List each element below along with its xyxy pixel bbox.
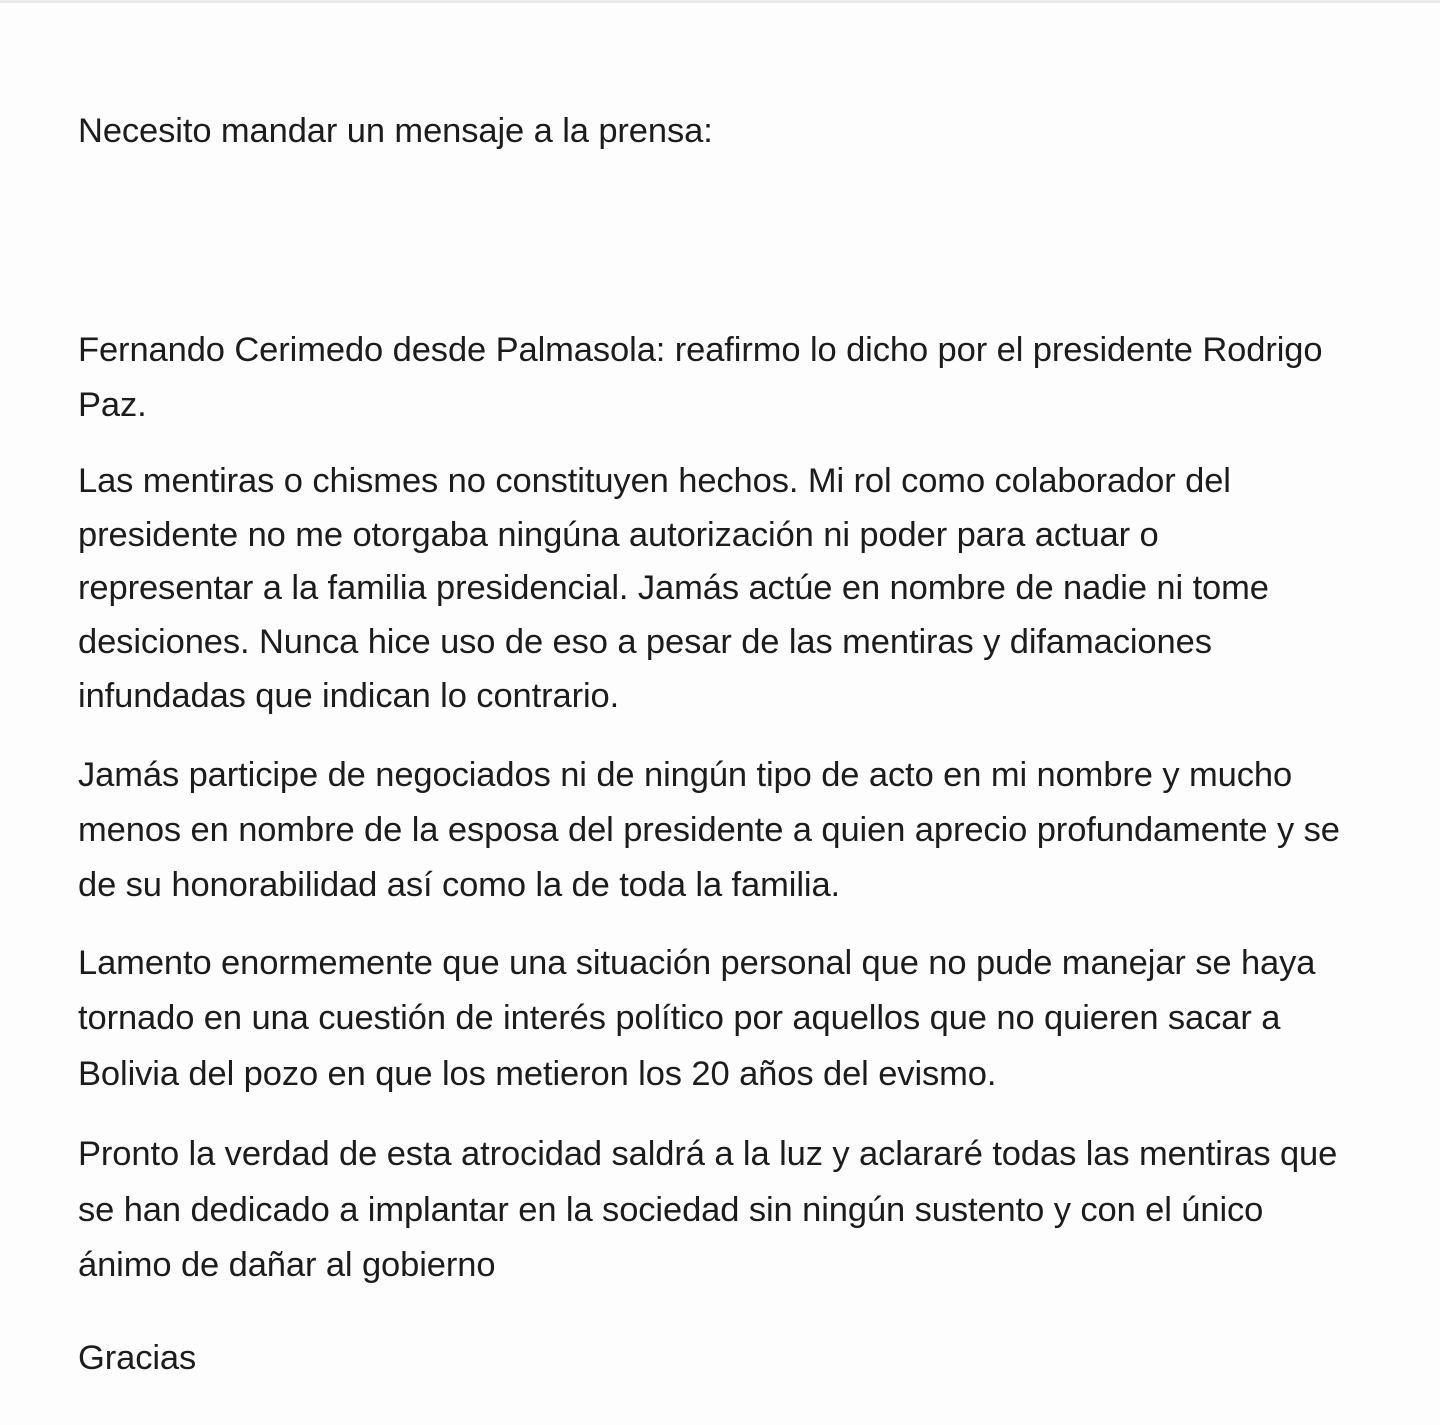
paragraph-line: de su honorabilidad así como la de toda la familia. [78,866,841,904]
paragraph-line: Pronto la verdad de esta atrocidad saldrá a la luz y aclararé todas las mentiras que [78,1135,1338,1173]
intro-line: Necesito mandar un mensaje a la prensa: [78,112,713,150]
paragraph-line: ánimo de dañar al gobierno [78,1246,496,1284]
paragraph-line: Jamás participe de negociados ni de ningún tipo de acto en mi nombre y mucho [78,756,1293,794]
paragraph-line: presidente no me otorgaba ningúna autorización ni poder para actuar o [78,516,1159,554]
paragraph-line: desiciones. Nunca hice uso de eso a pesar de las mentiras y difamaciones [78,623,1212,661]
paragraph-line: Bolivia del pozo en que los metieron los 20 años del evismo. [78,1055,997,1093]
paragraph-line: se han dedicado a implantar en la sociedad sin ningún sustento y con el único [78,1191,1264,1229]
paragraph-line: tornado en una cuestión de interés político por aquellos que no quieren sacar a [78,999,1281,1037]
paragraph-line: Las mentiras o chismes no constituyen hechos. Mi rol como colaborador del [78,462,1231,500]
paragraph-line: Paz. [78,386,147,424]
paragraph-line: menos en nombre de la esposa del presidente a quien aprecio profundamente y se [78,811,1340,849]
closing-line: Gracias [78,1339,197,1377]
paragraph-line: infundadas que indican lo contrario. [78,677,620,715]
paragraph-line: Lamento enormemente que una situación personal que no pude manejar se haya [78,944,1316,982]
paragraph-line: representar a la familia presidencial. Jamás actúe en nombre de nadie ni tome [78,569,1269,607]
top-divider [0,0,1440,3]
paragraph-line: Fernando Cerimedo desde Palmasola: reafirmo lo dicho por el presidente Rodrigo [78,331,1323,369]
